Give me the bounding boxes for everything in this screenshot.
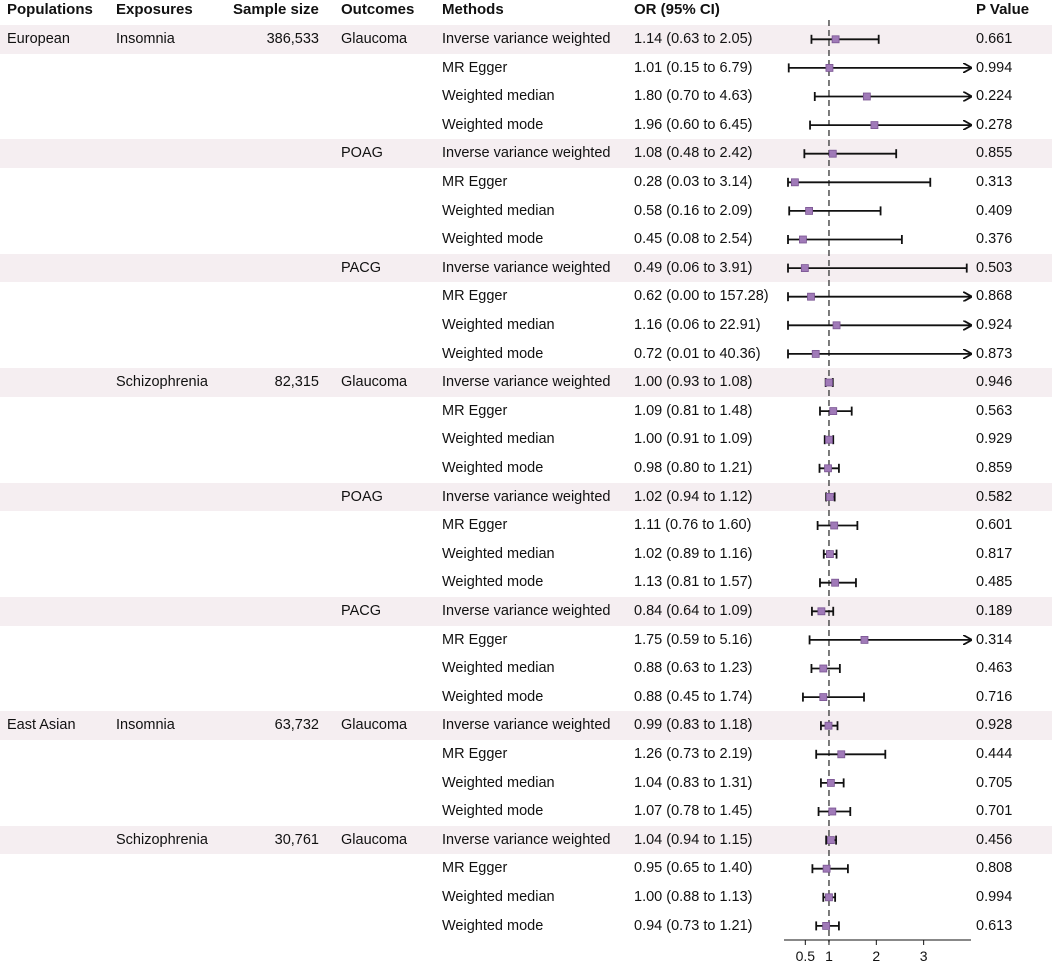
method-cell: Inverse variance weighted — [442, 603, 611, 619]
method-cell: Weighted mode — [442, 116, 544, 133]
or-ci-cell: 0.84 (0.64 to 1.09) — [634, 603, 753, 619]
or-ci-cell: 0.58 (0.16 to 2.09) — [634, 202, 753, 219]
point-estimate — [863, 93, 870, 100]
or-ci-cell: 1.26 (0.73 to 2.19) — [634, 746, 753, 762]
header-sample-size: Sample size — [233, 1, 319, 18]
or-ci-cell: 1.02 (0.89 to 1.16) — [634, 545, 753, 562]
or-ci-cell: 0.88 (0.45 to 1.74) — [634, 688, 753, 705]
or-ci-cell: 0.72 (0.01 to 40.36) — [634, 345, 761, 362]
or-ci-cell: 1.09 (0.81 to 1.48) — [634, 402, 753, 419]
point-estimate — [825, 894, 832, 901]
method-cell: MR Egger — [442, 860, 508, 877]
or-ci-cell: 1.01 (0.15 to 6.79) — [634, 59, 753, 76]
method-cell: Inverse variance weighted — [442, 488, 611, 505]
outcome-cell: Glaucoma — [341, 374, 408, 391]
method-cell: Inverse variance weighted — [442, 31, 611, 47]
method-cell: Weighted median — [442, 660, 555, 677]
method-cell: MR Egger — [442, 402, 508, 419]
point-estimate — [825, 379, 832, 386]
header-methods: Methods — [442, 1, 504, 18]
p-value-cell: 0.613 — [976, 917, 1013, 934]
population-cell: East Asian — [7, 717, 76, 734]
point-estimate — [830, 408, 837, 415]
header-exposures: Exposures — [116, 1, 193, 18]
method-cell: MR Egger — [442, 288, 508, 305]
header-populations: Populations — [7, 1, 93, 18]
point-estimate — [799, 236, 806, 243]
outcome-cell: Glaucoma — [341, 31, 408, 47]
sample-size-cell: 386,533 — [266, 31, 319, 47]
population-cell: European — [7, 31, 70, 47]
point-estimate — [827, 837, 834, 844]
p-value-cell: 0.444 — [976, 746, 1013, 762]
axis-tick-label: 2 — [872, 948, 881, 964]
point-estimate — [791, 179, 798, 186]
exposure-cell: Insomnia — [116, 717, 175, 734]
p-value-cell: 0.873 — [976, 345, 1013, 362]
method-cell: Weighted median — [442, 317, 555, 333]
method-cell: Weighted median — [442, 431, 555, 448]
method-cell: Inverse variance weighted — [442, 374, 611, 391]
or-ci-cell: 0.88 (0.63 to 1.23) — [634, 660, 753, 677]
p-value-cell: 0.994 — [976, 59, 1013, 76]
method-cell: Weighted mode — [442, 574, 544, 591]
point-estimate — [832, 579, 839, 586]
or-ci-cell: 1.08 (0.48 to 2.42) — [634, 145, 753, 162]
method-cell: MR Egger — [442, 517, 508, 534]
method-cell: Weighted mode — [442, 688, 544, 705]
p-value-cell: 0.278 — [976, 116, 1013, 133]
point-estimate — [820, 665, 827, 672]
point-estimate — [838, 751, 845, 758]
p-value-cell: 0.563 — [976, 402, 1013, 419]
method-cell: Weighted median — [442, 88, 555, 105]
sample-size-cell: 30,761 — [274, 831, 319, 848]
p-value-cell: 0.924 — [976, 317, 1013, 333]
p-value-cell: 0.485 — [976, 574, 1013, 591]
p-value-cell: 0.994 — [976, 889, 1013, 905]
method-cell: Weighted mode — [442, 460, 544, 476]
axis-tick-label: 3 — [919, 948, 928, 964]
point-estimate — [823, 865, 830, 872]
p-value-cell: 0.456 — [976, 831, 1013, 848]
p-value-cell: 0.868 — [976, 288, 1013, 305]
exposure-cell: Insomnia — [116, 31, 175, 47]
point-estimate — [823, 922, 830, 929]
header-or-ci: OR (95% CI) — [634, 1, 720, 18]
exposure-cell: Schizophrenia — [116, 374, 208, 391]
header-p-value: P Value — [976, 1, 1030, 18]
method-cell: Weighted median — [442, 545, 555, 562]
method-cell: Weighted mode — [442, 345, 544, 362]
p-value-cell: 0.582 — [976, 488, 1013, 505]
p-value-cell: 0.701 — [976, 803, 1013, 820]
point-estimate — [807, 293, 814, 300]
point-estimate — [833, 322, 840, 329]
method-cell: Inverse variance weighted — [442, 717, 611, 734]
or-ci-cell: 0.95 (0.65 to 1.40) — [634, 860, 753, 877]
p-value-cell: 0.928 — [976, 717, 1013, 734]
p-value-cell: 0.946 — [976, 374, 1013, 391]
or-ci-cell: 0.28 (0.03 to 3.14) — [634, 174, 753, 190]
or-ci-cell: 0.45 (0.08 to 2.54) — [634, 231, 753, 248]
outcome-cell: Glaucoma — [341, 831, 408, 848]
method-cell: Weighted mode — [442, 803, 544, 820]
or-ci-cell: 1.11 (0.76 to 1.60) — [634, 517, 752, 534]
p-value-cell: 0.705 — [976, 774, 1013, 791]
or-ci-cell: 1.00 (0.93 to 1.08) — [634, 374, 753, 391]
outcome-cell: PACG — [341, 259, 382, 276]
method-cell: MR Egger — [442, 631, 508, 648]
or-ci-cell: 1.04 (0.94 to 1.15) — [634, 831, 753, 848]
p-value-cell: 0.463 — [976, 660, 1013, 677]
header-outcomes: Outcomes — [341, 1, 415, 18]
or-ci-cell: 0.94 (0.73 to 1.21) — [634, 917, 753, 934]
or-ci-cell: 1.16 (0.06 to 22.91) — [634, 317, 761, 333]
method-cell: MR Egger — [442, 59, 508, 76]
or-ci-cell: 1.04 (0.83 to 1.31) — [634, 774, 753, 791]
p-value-cell: 0.601 — [976, 517, 1013, 534]
or-ci-cell: 1.00 (0.91 to 1.09) — [634, 431, 753, 448]
p-value-cell: 0.224 — [976, 88, 1013, 105]
point-estimate — [818, 608, 825, 615]
point-estimate — [801, 265, 808, 272]
p-value-cell: 0.313 — [976, 174, 1013, 190]
or-ci-cell: 0.98 (0.80 to 1.21) — [634, 460, 753, 476]
axis-tick-label: 0.5 — [795, 948, 816, 964]
point-estimate — [871, 122, 878, 129]
outcome-cell: Glaucoma — [341, 717, 408, 734]
p-value-cell: 0.859 — [976, 460, 1013, 476]
point-estimate — [827, 779, 834, 786]
point-estimate — [806, 207, 813, 214]
method-cell: Weighted median — [442, 774, 555, 791]
method-cell: Weighted mode — [442, 917, 544, 934]
p-value-cell: 0.817 — [976, 545, 1013, 562]
or-ci-cell: 1.02 (0.94 to 1.12) — [634, 488, 753, 505]
or-ci-cell: 1.80 (0.70 to 4.63) — [634, 88, 753, 105]
method-cell: Inverse variance weighted — [442, 831, 611, 848]
p-value-cell: 0.855 — [976, 145, 1013, 162]
outcome-cell: POAG — [341, 145, 383, 162]
point-estimate — [826, 493, 833, 500]
or-ci-cell: 0.99 (0.83 to 1.18) — [634, 717, 753, 734]
point-estimate — [829, 808, 836, 815]
or-ci-cell: 0.62 (0.00 to 157.28) — [634, 288, 769, 305]
point-estimate — [829, 150, 836, 157]
point-estimate — [825, 436, 832, 443]
p-value-cell: 0.929 — [976, 431, 1013, 448]
p-value-cell: 0.716 — [976, 688, 1013, 705]
or-ci-cell: 1.13 (0.81 to 1.57) — [634, 574, 753, 591]
or-ci-cell: 1.00 (0.88 to 1.13) — [634, 889, 753, 905]
point-estimate — [831, 522, 838, 529]
point-estimate — [825, 465, 832, 472]
p-value-cell: 0.189 — [976, 603, 1013, 619]
p-value-cell: 0.661 — [976, 31, 1013, 47]
method-cell: Weighted median — [442, 889, 555, 905]
p-value-cell: 0.503 — [976, 259, 1013, 276]
or-ci-cell: 1.96 (0.60 to 6.45) — [634, 116, 753, 133]
axis-tick-label: 1 — [825, 948, 833, 964]
p-value-cell: 0.808 — [976, 860, 1013, 877]
p-value-cell: 0.409 — [976, 202, 1013, 219]
sample-size-cell: 63,732 — [274, 717, 319, 734]
outcome-cell: PACG — [341, 603, 382, 619]
point-estimate — [812, 350, 819, 357]
method-cell: Weighted median — [442, 202, 555, 219]
method-cell: Weighted mode — [442, 231, 544, 248]
point-estimate — [826, 551, 833, 558]
or-ci-cell: 1.14 (0.63 to 2.05) — [634, 31, 753, 47]
point-estimate — [820, 694, 827, 701]
point-estimate — [825, 722, 832, 729]
or-ci-cell: 1.07 (0.78 to 1.45) — [634, 803, 753, 820]
point-estimate — [832, 36, 839, 43]
point-estimate — [861, 636, 868, 643]
p-value-cell: 0.376 — [976, 231, 1013, 248]
exposure-cell: Schizophrenia — [116, 831, 208, 848]
sample-size-cell: 82,315 — [274, 374, 319, 391]
method-cell: Inverse variance weighted — [442, 259, 611, 276]
p-value-cell: 0.314 — [976, 631, 1013, 648]
method-cell: MR Egger — [442, 746, 508, 762]
point-estimate — [826, 64, 833, 71]
outcome-cell: POAG — [341, 488, 383, 505]
or-ci-cell: 1.75 (0.59 to 5.16) — [634, 631, 753, 648]
method-cell: MR Egger — [442, 174, 508, 190]
or-ci-cell: 0.49 (0.06 to 3.91) — [634, 259, 753, 276]
method-cell: Inverse variance weighted — [442, 145, 611, 162]
